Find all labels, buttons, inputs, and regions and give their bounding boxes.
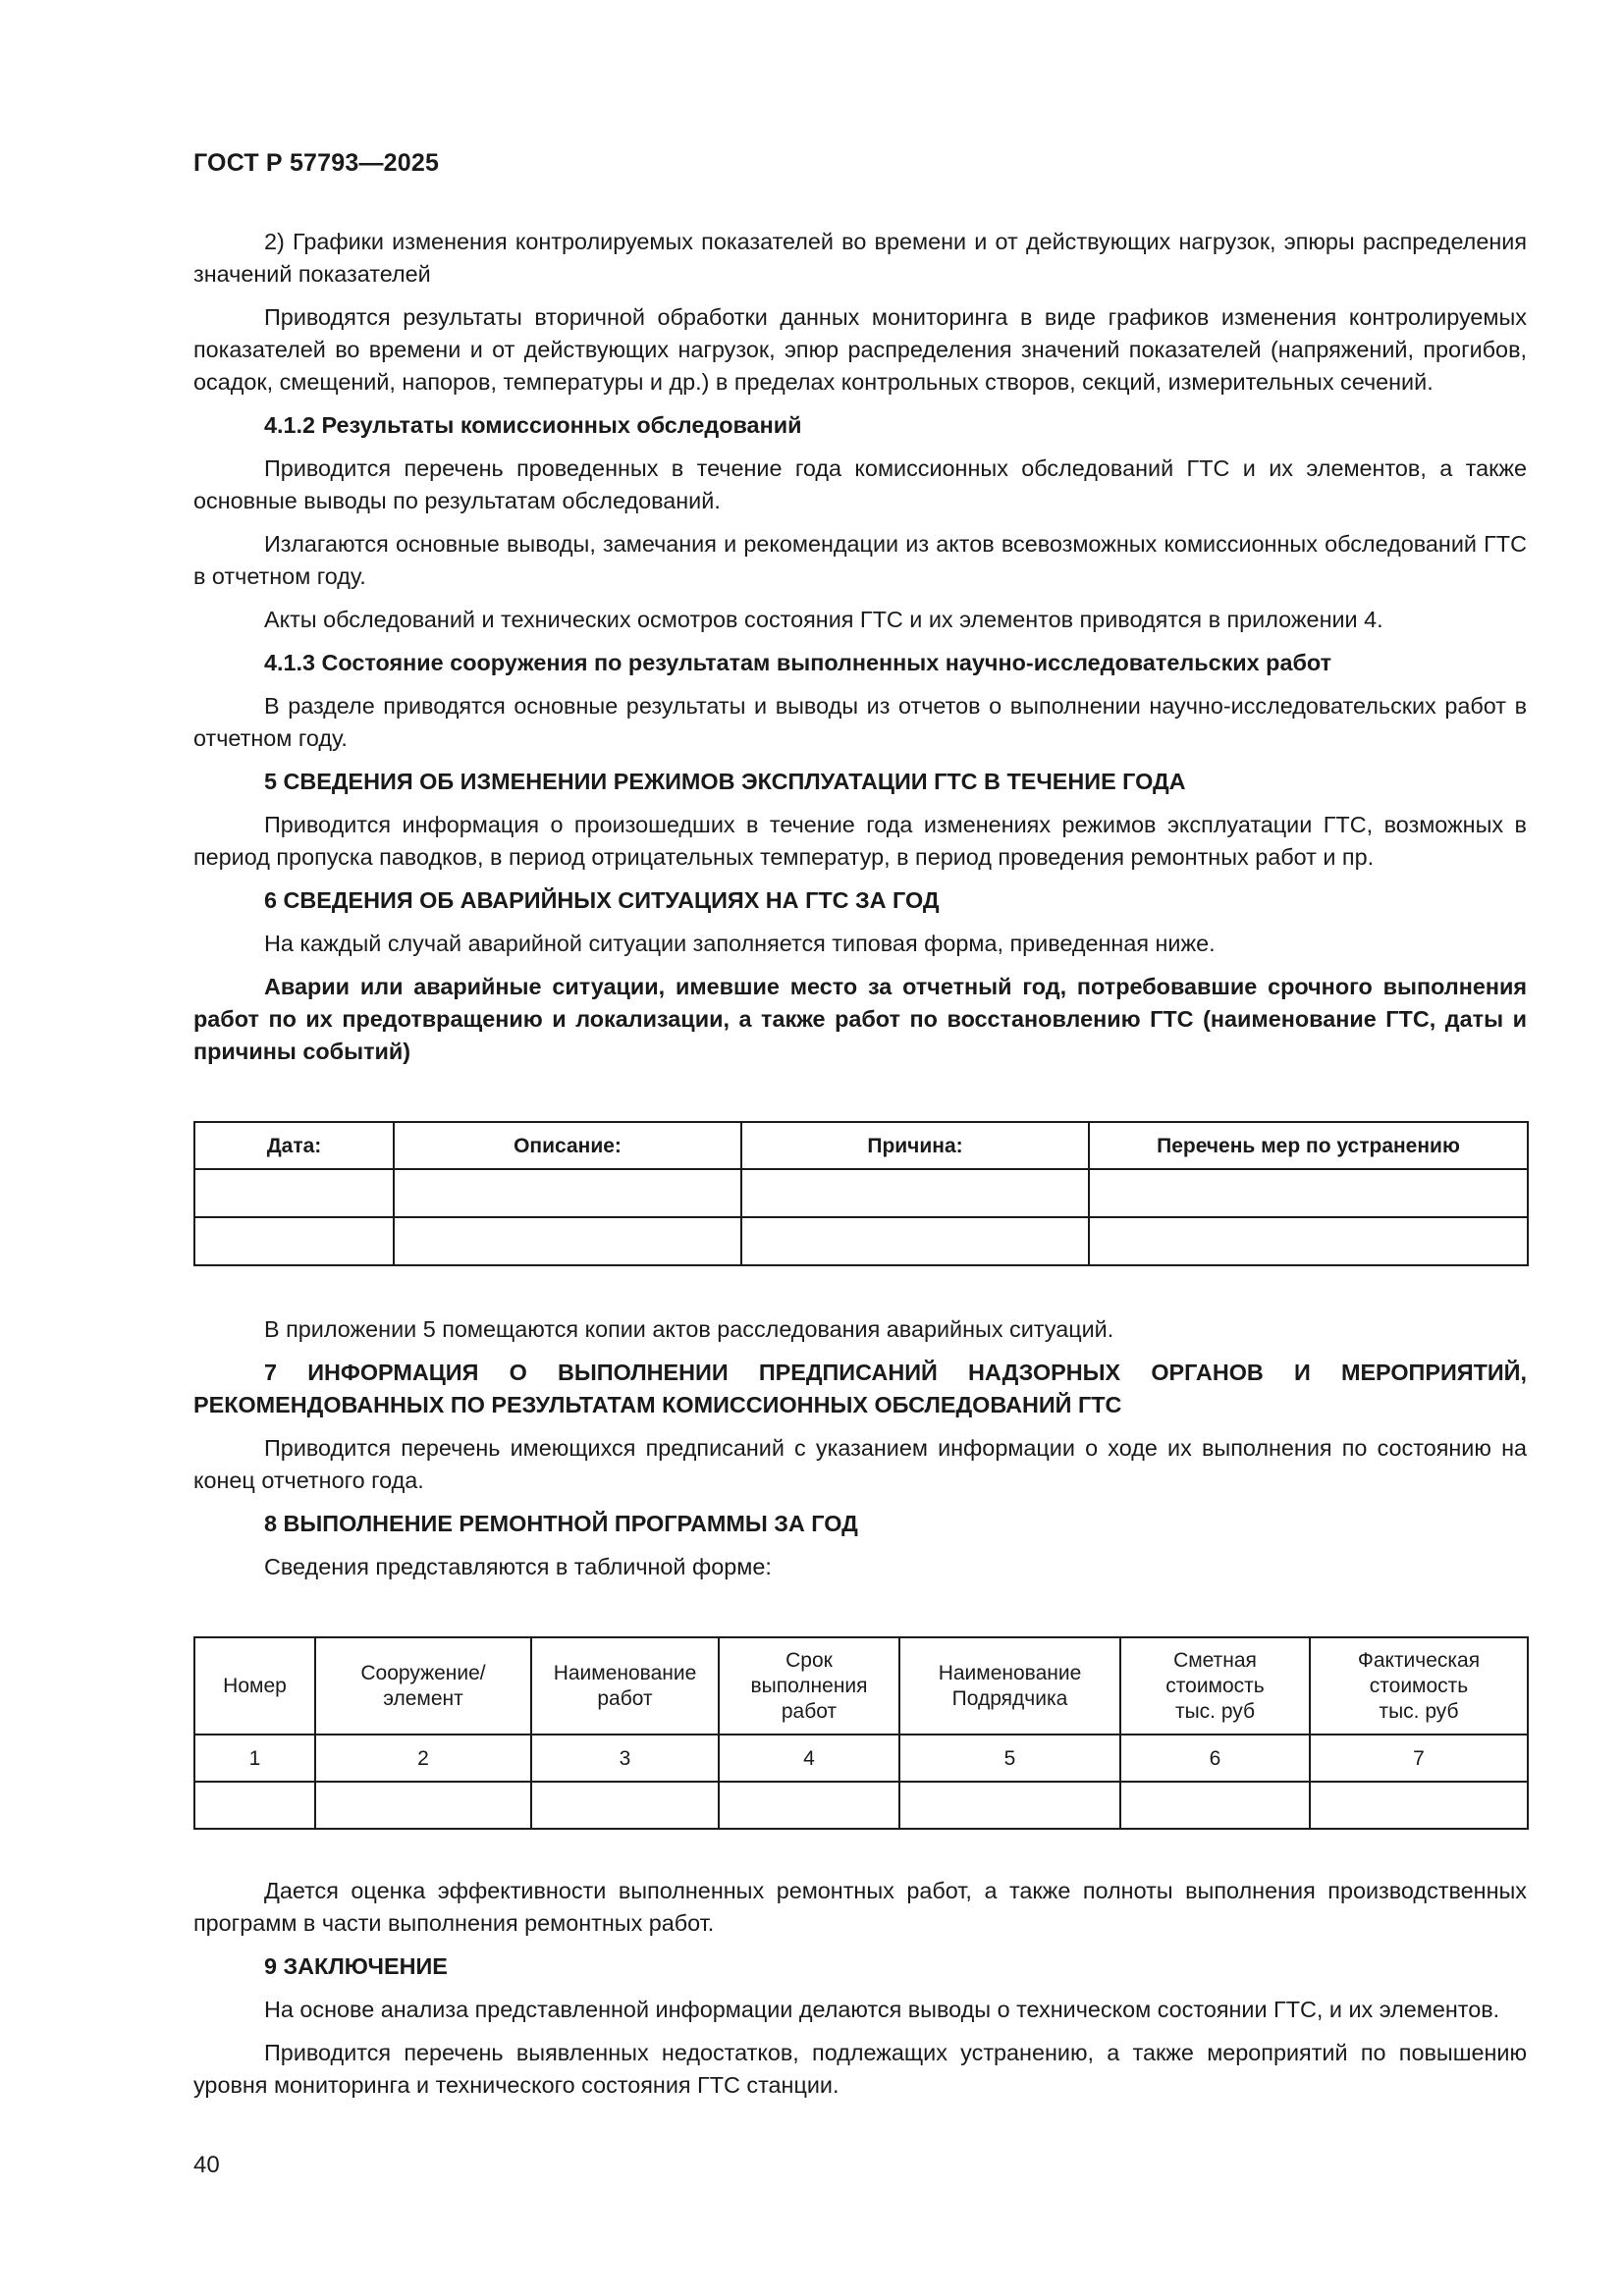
page-number: 40 [193, 2152, 220, 2178]
paragraph-repair-assessment: Дается оценка эффективности выполненных ремонтных работ, а также полноты выполнения производственных программ в части выполнения ремонтных работ. [193, 1878, 1527, 1936]
paragraph-inspections-conclusions: Излагаются основные выводы, замечания и рекомендации из актов всевозможных комиссионных обследований ГТС в отчетном году. [193, 531, 1527, 589]
emergency-table-header-cause: Причина: [741, 1122, 1089, 1169]
header-line: тыс. руб [1174, 1699, 1256, 1723]
table-cell [315, 1782, 531, 1829]
column-number-cell: 3 [531, 1735, 719, 1782]
document-code-header: ГОСТ Р 57793—2025 [193, 149, 440, 177]
table-cell [531, 1782, 719, 1829]
repair-table-header-number [194, 1637, 315, 1735]
heading-section-8: 8 ВЫПОЛНЕНИЕ РЕМОНТНОЙ ПРОГРАММЫ ЗА ГОД [264, 1511, 858, 1536]
header-line: Фактическая [1357, 1648, 1481, 1672]
repair-table-header-structure [315, 1637, 531, 1735]
paragraph-graphs-item: 2) Графики изменения контролируемых показателей во времени и от действующих нагрузок, эпюры распределения значений показателей [193, 229, 1527, 287]
header-line: Сметная [1173, 1648, 1257, 1672]
repair-table-header-actual-cost [1310, 1637, 1528, 1735]
table-cell [899, 1782, 1120, 1829]
header-line: элемент [383, 1686, 463, 1710]
header-line: Номер [223, 1674, 287, 1697]
table-cell [719, 1782, 899, 1829]
header-line: Срок [785, 1648, 833, 1672]
paragraph-shortcomings: Приводится перечень выявленных недостатков, подлежащих устранению, а также мероприятий по повышению уровня мониторинга и технического состояния ГТС станции. [193, 2040, 1527, 2098]
table-cell [1089, 1217, 1528, 1265]
column-number-cell: 1 [194, 1735, 315, 1782]
header-line: Наименование [553, 1661, 697, 1684]
header-line: стоимость [1165, 1674, 1265, 1697]
table-row [194, 1782, 1528, 1829]
repair-table-header-works [531, 1637, 719, 1735]
column-number-cell: 6 [1120, 1735, 1310, 1782]
column-number-cell: 5 [899, 1735, 1120, 1782]
paragraph-conclusions: На основе анализа представленной информации делаются выводы о техническом состоянии ГТС, и их элементов. [264, 1997, 1500, 2022]
repair-table-number-row [194, 1735, 1528, 1782]
table-cell [394, 1217, 741, 1265]
paragraph-prescriptions: Приводится перечень имеющихся предписаний с указанием информации о ходе их выполнения по состоянию на конец отчетного года. [193, 1435, 1527, 1493]
paragraph-inspections-list: Приводится перечень проведенных в течение года комиссионных обследований ГТС и их элементов, а также основные выводы по результатам обследований. [193, 455, 1527, 513]
table-cell [194, 1169, 394, 1217]
header-line: выполнения [750, 1674, 868, 1697]
column-number-cell: 4 [719, 1735, 899, 1782]
paragraph-emergency-form: На каждый случай аварийной ситуации заполняется типовая форма, приведенная ниже. [264, 931, 1216, 956]
paragraph-appendix-5: В приложении 5 помещаются копии актов расследования аварийных ситуаций. [264, 1316, 1114, 1342]
table-cell [194, 1782, 315, 1829]
emergency-table-header-description: Описание: [394, 1122, 741, 1169]
header-line: тыс. руб [1379, 1699, 1459, 1723]
header-line: стоимость [1369, 1674, 1469, 1697]
column-number-cell: 2 [315, 1735, 531, 1782]
page-content [193, 226, 1527, 2112]
heading-section-5: 5 СВЕДЕНИЯ ОБ ИЗМЕНЕНИИ РЕЖИМОВ ЭКСПЛУАТАЦИИ ГТС В ТЕЧЕНИЕ ГОДА [264, 769, 1186, 794]
emergency-table-header-row [194, 1122, 1528, 1169]
emergency-table-header-measures: Перечень мер по устранению [1089, 1122, 1528, 1169]
header-line: Сооружение/ [360, 1661, 486, 1684]
heading-section-7: 7 ИНФОРМАЦИЯ О ВЫПОЛНЕНИИ ПРЕДПИСАНИЙ НАДЗОРНЫХ ОРГАНОВ И МЕРОПРИЯТИЙ, РЕКОМЕНДОВАННЫХ ПО РЕЗУЛЬТАТАМ КОМИССИОННЫХ ОБСЛЕДОВАНИЙ ГТС [193, 1360, 1527, 1417]
table-cell [1120, 1782, 1310, 1829]
table-cell [741, 1217, 1089, 1265]
emergency-table [193, 1121, 1529, 1266]
table-row [194, 1169, 1528, 1217]
repair-table-header-contractor [899, 1637, 1120, 1735]
paragraph-research-results: В разделе приводятся основные результаты и выводы из отчетов о выполнении научно-исследовательских работ в отчетном году. [193, 693, 1527, 751]
heading-4-1-3: 4.1.3 Состояние сооружения по результатам выполненных научно-исследовательских работ [264, 650, 1332, 675]
paragraph-table-form: Сведения представляются в табличной форме: [264, 1554, 772, 1579]
table-cell [741, 1169, 1089, 1217]
table-cell [1089, 1169, 1528, 1217]
paragraph-mode-changes: Приводится информация о произошедших в течение года изменениях режимов эксплуатации ГТС, возможных в период пропуска паводков, в период отрицательных температур, в период проведения ремонтных работ и пр. [193, 812, 1527, 870]
emergency-table-caption: Аварии или аварийные ситуации, имевшие место за отчетный год, потребовавшие срочного выполнения работ по их предотвращению и локализации, а также работ по восстановлению ГТС (наименование ГТС, даты и причины событий) [193, 974, 1527, 1064]
table-cell [394, 1169, 741, 1217]
repair-table-header-row [194, 1637, 1528, 1735]
emergency-table-header-date: Дата: [194, 1122, 394, 1169]
column-number-cell: 7 [1310, 1735, 1528, 1782]
header-line: работ [597, 1686, 653, 1710]
repair-program-table [193, 1636, 1529, 1830]
table-cell [194, 1217, 394, 1265]
heading-section-6: 6 СВЕДЕНИЯ ОБ АВАРИЙНЫХ СИТУАЦИЯХ НА ГТС ЗА ГОД [264, 887, 940, 913]
table-row [194, 1217, 1528, 1265]
repair-table-header-estimated-cost [1120, 1637, 1310, 1735]
heading-section-9: 9 ЗАКЛЮЧЕНИЕ [264, 1953, 448, 1979]
header-line: Наименование [938, 1661, 1082, 1684]
paragraph-inspection-acts: Акты обследований и технических осмотров состояния ГТС и их элементов приводятся в приложении 4. [264, 607, 1383, 632]
heading-4-1-2: 4.1.2 Результаты комиссионных обследований [264, 412, 802, 438]
table-cell [1310, 1782, 1528, 1829]
header-line: работ [781, 1699, 838, 1723]
repair-table-header-deadline [719, 1637, 899, 1735]
header-line: Подрядчика [951, 1686, 1068, 1710]
paragraph-secondary-processing: Приводятся результаты вторичной обработки данных мониторинга в виде графиков изменения контролируемых показателей во времени и от действующих нагрузок, эпюр распределения значений показателей (напряжений, прогибов, осадок, смещений, напоров, температуры и др.) в пределах контрольных створов, секций, измерительных сечений. [193, 304, 1527, 395]
